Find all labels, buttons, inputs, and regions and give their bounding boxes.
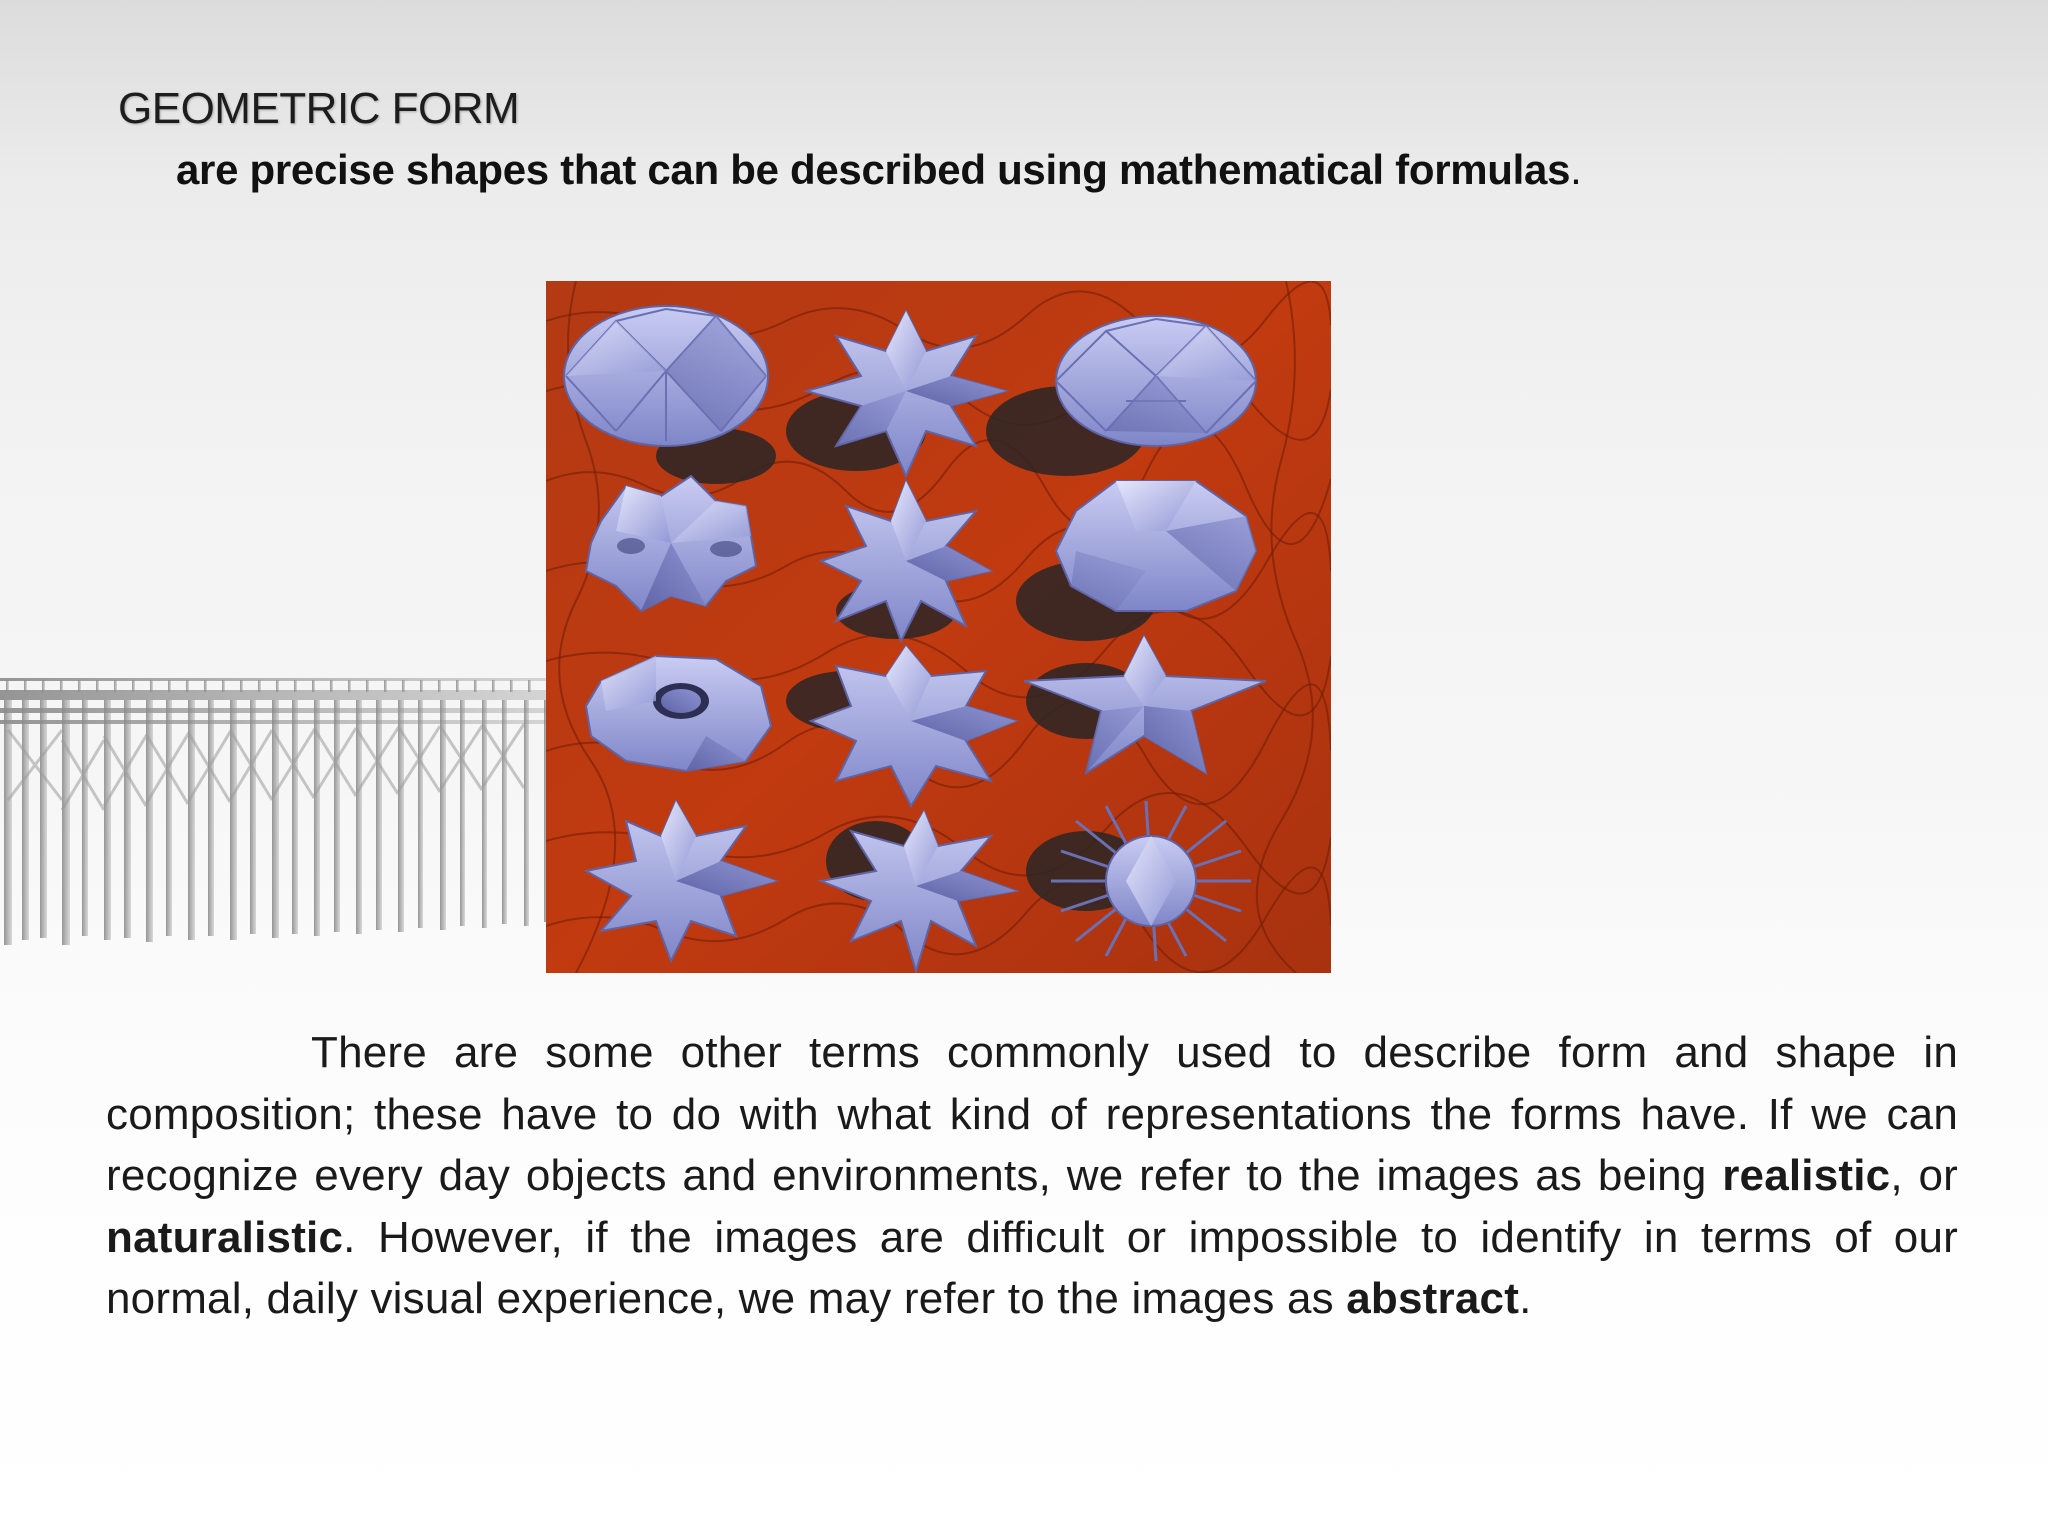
slide-title: GEOMETRIC FORM (118, 84, 520, 133)
paragraph-text: There are some other terms commonly used to describe form and shape in composition; these have to do with what kind of representations the forms have. If we can recognize every day objects and environments, we refer to the images as being (106, 1028, 1958, 1200)
paragraph-text: . (1519, 1274, 1532, 1323)
term-realistic: realistic (1722, 1151, 1891, 1200)
subtitle-period: . (1570, 146, 1582, 193)
pier-background-image (0, 660, 560, 960)
term-abstract: abstract (1346, 1274, 1520, 1323)
paragraph-text: , or (1890, 1151, 1958, 1200)
term-naturalistic: naturalistic (106, 1212, 344, 1262)
slide-subtitle (176, 146, 1582, 194)
body-paragraph (106, 1022, 1958, 1330)
polyhedron-shape (1056, 316, 1256, 446)
polyhedra-image (546, 281, 1331, 973)
paragraph-text: . However, if the images are difficult or impossible to identify in terms of our normal, daily visual experience, we may refer to the images as (106, 1212, 1958, 1323)
subtitle-definition: are precise shapes that can be described using mathematical formulas (176, 146, 1571, 193)
polyhedron-shape (564, 306, 768, 446)
